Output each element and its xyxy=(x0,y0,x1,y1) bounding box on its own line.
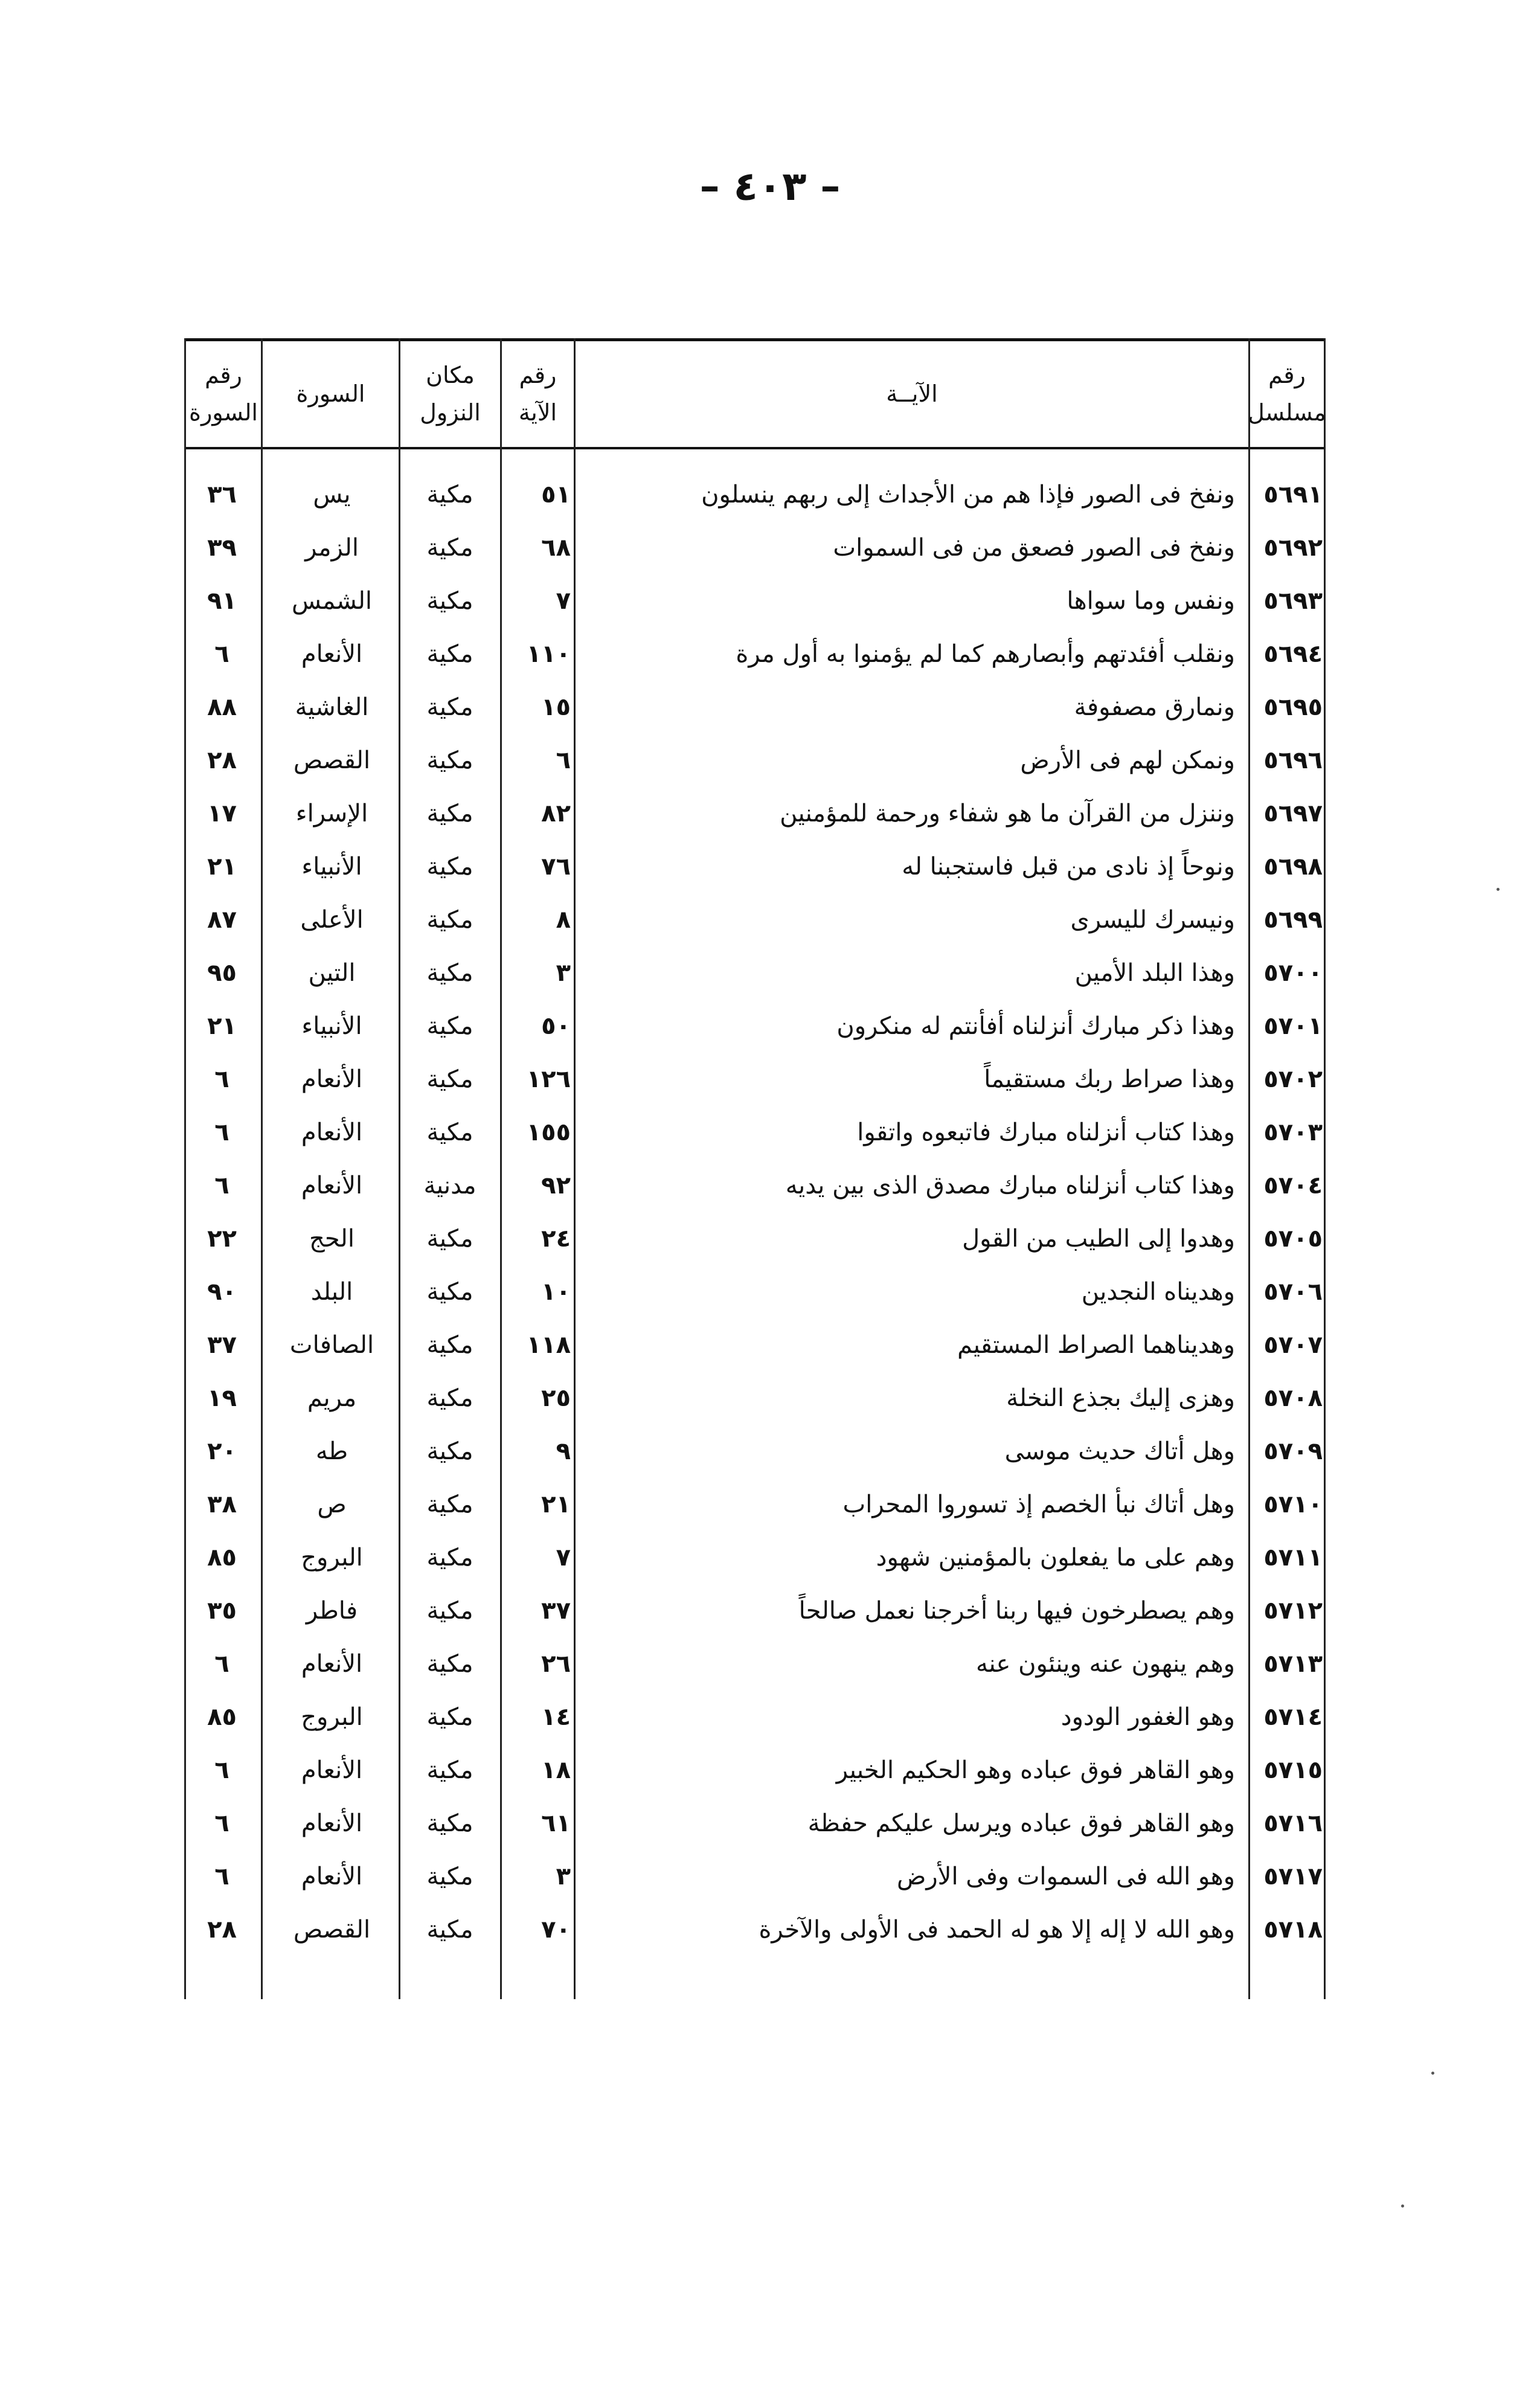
header-ayah-line1: رقم xyxy=(519,362,557,388)
header-serial-line2: مسلسل xyxy=(1248,399,1326,426)
row-verse: وهذا كتاب أنزلناه مبارك فاتبعوه واتقوا xyxy=(857,1119,1235,1146)
table-row xyxy=(184,1318,1326,1372)
row-serial: ٥٧١٠ xyxy=(1263,1491,1323,1518)
header-verse xyxy=(576,343,1248,445)
table-row xyxy=(184,1850,1326,1903)
row-place: مكية xyxy=(426,640,473,668)
row-serial: ٥٦٩٥ xyxy=(1263,693,1323,721)
table-row xyxy=(184,840,1326,893)
row-place: مكية xyxy=(426,534,473,562)
header-place-line2: النزول xyxy=(420,399,481,426)
row-verse: وهذا ذكر مبارك أنزلناه أفأنتم له منكرون xyxy=(836,1012,1235,1040)
row-sura: الغاشية xyxy=(295,693,369,721)
row-sura: الصافات xyxy=(289,1331,374,1359)
row-sura: الأعلى xyxy=(300,906,364,934)
row-place: مكية xyxy=(426,1544,473,1572)
row-sura-number: ٢٨ xyxy=(207,1916,237,1944)
row-serial: ٥٧١٢ xyxy=(1263,1597,1323,1625)
row-verse: ونفس وما سواها xyxy=(1067,587,1235,615)
row-sura: القصص xyxy=(293,747,371,774)
row-sura: مريم xyxy=(307,1384,357,1412)
row-sura-number: ١٧ xyxy=(207,800,237,827)
row-sura: الأنعام xyxy=(301,1810,363,1837)
row-sura: البروج xyxy=(301,1544,363,1572)
table-row xyxy=(184,1903,1326,1956)
row-sura-number: ٦ xyxy=(214,1065,229,1093)
row-verse: ونيسرك لليسرى xyxy=(1070,906,1235,934)
row-serial: ٥٧٠٨ xyxy=(1263,1384,1323,1412)
row-verse: وننزل من القرآن ما هو شفاء ورحمة للمؤمنين xyxy=(780,800,1235,827)
row-serial: ٥٧٠١ xyxy=(1263,1012,1323,1040)
row-verse: وهديناه النجدين xyxy=(1081,1278,1235,1306)
row-verse: وهو القاهر فوق عباده ويرسل عليكم حفظة xyxy=(807,1810,1235,1837)
row-sura-number: ٣٧ xyxy=(207,1331,237,1359)
table-row xyxy=(184,681,1326,734)
row-sura: القصص xyxy=(293,1916,371,1944)
row-sura-number: ٢٠ xyxy=(207,1437,237,1465)
row-ayah-number: ١٥ xyxy=(541,693,571,721)
row-ayah-number: ١٢٦ xyxy=(526,1065,571,1093)
row-serial: ٥٦٩٩ xyxy=(1263,906,1323,934)
table-row xyxy=(184,574,1326,628)
row-sura: البروج xyxy=(301,1703,363,1731)
row-sura-number: ٣٦ xyxy=(207,481,237,509)
table-row xyxy=(184,1744,1326,1797)
page-number: – ٤٠٣ – xyxy=(699,163,841,210)
row-verse: وهزى إليك بجذع النخلة xyxy=(1006,1384,1235,1412)
scan-speck xyxy=(1431,2072,1434,2075)
table-row xyxy=(184,1053,1326,1106)
row-sura: الأنعام xyxy=(301,1065,363,1093)
row-verse: وهم يصطرخون فيها ربنا أخرجنا نعمل صالحاً xyxy=(798,1597,1235,1625)
row-serial: ٥٦٩٢ xyxy=(1263,534,1323,562)
table-row xyxy=(184,1531,1326,1584)
row-sura-number: ٣٩ xyxy=(207,534,237,562)
table-row xyxy=(184,1372,1326,1425)
row-verse: ونمارق مصفوفة xyxy=(1074,693,1235,721)
row-sura-number: ٩١ xyxy=(207,587,237,615)
scan-speck xyxy=(1497,888,1500,891)
row-sura-number: ٦ xyxy=(214,1650,229,1678)
row-place: مكية xyxy=(426,587,473,615)
row-place: مكية xyxy=(426,800,473,827)
row-place: مكية xyxy=(426,1810,473,1837)
row-sura: الأنعام xyxy=(301,1650,363,1678)
row-ayah-number: ٧ xyxy=(556,1544,571,1572)
row-place: مكية xyxy=(426,693,473,721)
row-serial: ٥٧١٨ xyxy=(1263,1916,1323,1944)
row-serial: ٥٦٩٨ xyxy=(1263,853,1323,881)
row-sura-number: ٨٥ xyxy=(207,1703,237,1731)
table-row xyxy=(184,1159,1326,1212)
row-ayah-number: ١٨ xyxy=(541,1756,571,1784)
row-sura-number: ٨٧ xyxy=(207,906,237,934)
header-place-line1: مكان xyxy=(426,362,475,388)
row-place: مكية xyxy=(426,1065,473,1093)
row-ayah-number: ٣ xyxy=(556,959,571,987)
row-verse: وهذا كتاب أنزلناه مبارك مصدق الذى بين يديه xyxy=(785,1172,1235,1199)
row-ayah-number: ١٠ xyxy=(541,1278,571,1306)
row-ayah-number: ٧ xyxy=(556,587,571,615)
row-sura-number: ٦ xyxy=(214,1119,229,1146)
header-bottom-rule xyxy=(184,447,1326,449)
row-sura: الأنبياء xyxy=(301,1012,362,1040)
table-row xyxy=(184,1000,1326,1053)
row-sura-number: ٦ xyxy=(214,1756,229,1784)
row-ayah-number: ٩٢ xyxy=(541,1172,571,1199)
row-sura: الأنعام xyxy=(301,1756,363,1784)
row-serial: ٥٦٩١ xyxy=(1263,481,1323,509)
row-ayah-number: ٢٤ xyxy=(541,1225,571,1253)
row-sura-number: ١٩ xyxy=(207,1384,237,1412)
header-sura-no-line2: السورة xyxy=(189,399,258,426)
row-ayah-number: ١٤ xyxy=(541,1703,571,1731)
row-ayah-number: ٨٢ xyxy=(541,800,571,827)
row-sura-number: ٣٨ xyxy=(207,1491,237,1518)
row-place: مكية xyxy=(426,1437,473,1465)
row-place: مكية xyxy=(426,1863,473,1890)
row-serial: ٥٦٩٣ xyxy=(1263,587,1323,615)
row-sura: طه xyxy=(315,1437,348,1465)
row-sura: فاطر xyxy=(306,1597,358,1625)
row-sura: ص xyxy=(317,1491,347,1518)
row-place: مكية xyxy=(426,1225,473,1253)
row-serial: ٥٧٠٥ xyxy=(1263,1225,1323,1253)
row-place: مكية xyxy=(426,1756,473,1784)
table-row xyxy=(184,946,1326,1000)
header-ayah-number xyxy=(502,343,574,445)
row-ayah-number: ٥١ xyxy=(541,481,571,509)
table-row xyxy=(184,893,1326,946)
row-ayah-number: ٧٦ xyxy=(541,853,571,881)
row-verse: وهو الله لا إله إلا هو له الحمد فى الأولى والآخرة xyxy=(759,1916,1235,1944)
row-sura: الحج xyxy=(309,1225,355,1253)
row-sura-number: ٦ xyxy=(214,1810,229,1837)
row-serial: ٥٧١٤ xyxy=(1263,1703,1323,1731)
row-sura: الإسراء xyxy=(295,800,368,827)
row-sura-number: ٣٥ xyxy=(207,1597,237,1625)
header-serial-line1: رقم xyxy=(1268,362,1306,388)
table-row xyxy=(184,1797,1326,1850)
row-ayah-number: ٩ xyxy=(556,1437,571,1465)
row-verse: وهدوا إلى الطيب من القول xyxy=(962,1225,1235,1253)
row-ayah-number: ٦٨ xyxy=(541,534,571,562)
row-ayah-number: ٦ xyxy=(556,747,571,774)
row-serial: ٥٧٠٣ xyxy=(1263,1119,1323,1146)
row-verse: وهو القاهر فوق عباده وهو الحكيم الخبير xyxy=(836,1756,1235,1784)
row-sura-number: ٦ xyxy=(214,1172,229,1199)
row-serial: ٥٦٩٧ xyxy=(1263,800,1323,827)
row-sura-number: ٢٢ xyxy=(207,1225,237,1253)
row-serial: ٥٦٩٤ xyxy=(1263,640,1323,668)
row-place: مكية xyxy=(426,1331,473,1359)
row-ayah-number: ٣ xyxy=(556,1863,571,1890)
row-sura-number: ٢١ xyxy=(207,1012,237,1040)
row-serial: ٥٧٠٢ xyxy=(1263,1065,1323,1093)
header-sura-label: السورة xyxy=(296,381,365,407)
row-sura: الأنعام xyxy=(301,1172,363,1199)
row-verse: وهل أتاك حديث موسى xyxy=(1004,1437,1235,1465)
header-sura-no-line1: رقم xyxy=(205,362,242,388)
row-place: مكية xyxy=(426,1916,473,1944)
row-sura: الأنعام xyxy=(301,1119,363,1146)
row-ayah-number: ٨ xyxy=(556,906,571,934)
row-verse: وهديناهما الصراط المستقيم xyxy=(957,1331,1235,1359)
table-row xyxy=(184,787,1326,840)
row-verse: وهو الله فى السموات وفى الأرض xyxy=(896,1863,1235,1890)
row-ayah-number: ٦١ xyxy=(541,1810,571,1837)
row-verse: وهم على ما يفعلون بالمؤمنين شهود xyxy=(876,1544,1235,1572)
row-place: مكية xyxy=(426,1597,473,1625)
row-ayah-number: ٧٠ xyxy=(541,1916,571,1944)
row-place: مكية xyxy=(426,1650,473,1678)
row-place: مكية xyxy=(426,1491,473,1518)
row-sura-number: ٨٥ xyxy=(207,1544,237,1572)
row-place: مكية xyxy=(426,747,473,774)
header-sura-number xyxy=(186,343,261,445)
row-verse: وهل أتاك نبأ الخصم إذ تسوروا المحراب xyxy=(842,1491,1235,1518)
table-row xyxy=(184,1584,1326,1637)
row-ayah-number: ٢٥ xyxy=(541,1384,571,1412)
row-sura-number: ٦ xyxy=(214,1863,229,1890)
row-verse: ونفخ فى الصور فإذا هم من الأجداث إلى ربهم ينسلون xyxy=(701,481,1235,509)
table-row xyxy=(184,1265,1326,1318)
row-place: مكية xyxy=(426,1703,473,1731)
row-place: مكية xyxy=(426,1384,473,1412)
header-place xyxy=(400,343,500,445)
row-serial: ٥٧٠٦ xyxy=(1263,1278,1323,1306)
header-sura xyxy=(263,343,399,445)
row-ayah-number: ٥٠ xyxy=(541,1012,571,1040)
row-verse: ونوحاً إذ نادى من قبل فاستجبنا له xyxy=(902,853,1235,881)
row-serial: ٥٧١٧ xyxy=(1263,1863,1323,1890)
row-sura-number: ٦ xyxy=(214,640,229,668)
row-sura-number: ٢٨ xyxy=(207,747,237,774)
row-verse: ونفخ فى الصور فصعق من فى السموات xyxy=(833,534,1235,562)
row-place: مكية xyxy=(426,1012,473,1040)
row-sura: الشمس xyxy=(291,587,373,615)
table-row xyxy=(184,1637,1326,1691)
row-ayah-number: ٣٧ xyxy=(541,1597,571,1625)
row-verse: وهو الغفور الودود xyxy=(1060,1703,1235,1731)
row-ayah-number: ١١٠ xyxy=(526,640,571,668)
row-serial: ٥٧٠٧ xyxy=(1263,1331,1323,1359)
header-verse-label: الآيــة xyxy=(886,381,938,407)
row-serial: ٥٧١٥ xyxy=(1263,1756,1323,1784)
table-row xyxy=(184,1425,1326,1478)
table-row xyxy=(184,468,1326,521)
row-sura-number: ٨٨ xyxy=(207,693,237,721)
row-ayah-number: ١١٨ xyxy=(526,1331,571,1359)
header-ayah-line2: الآية xyxy=(518,399,557,426)
scan-speck xyxy=(1401,2205,1404,2208)
row-sura: التين xyxy=(308,959,356,987)
row-sura: الأنعام xyxy=(301,640,363,668)
row-sura-number: ٢١ xyxy=(207,853,237,881)
table-row xyxy=(184,521,1326,574)
row-place: مدنية xyxy=(423,1172,476,1199)
row-sura: الأنعام xyxy=(301,1863,363,1890)
row-place: مكية xyxy=(426,481,473,509)
row-sura: الزمر xyxy=(305,534,359,562)
row-sura-number: ٩٥ xyxy=(207,959,237,987)
table-row xyxy=(184,1106,1326,1159)
row-verse: ونمكن لهم فى الأرض xyxy=(1020,747,1235,774)
row-place: مكية xyxy=(426,1278,473,1306)
row-sura-number: ٩٠ xyxy=(207,1278,237,1306)
table-row xyxy=(184,1212,1326,1265)
row-place: مكية xyxy=(426,1119,473,1146)
table-row xyxy=(184,1478,1326,1531)
row-ayah-number: ١٥٥ xyxy=(526,1119,571,1146)
row-verse: وهذا صراط ربك مستقيماً xyxy=(984,1065,1235,1093)
row-serial: ٥٧١٣ xyxy=(1263,1650,1323,1678)
verse-index-table xyxy=(184,338,1326,1999)
row-serial: ٥٧٠٩ xyxy=(1263,1437,1323,1465)
row-serial: ٥٧١١ xyxy=(1263,1544,1323,1572)
row-place: مكية xyxy=(426,906,473,934)
row-serial: ٥٧٠٤ xyxy=(1263,1172,1323,1199)
row-sura: الأنبياء xyxy=(301,853,362,881)
table-top-rule xyxy=(184,338,1326,341)
row-verse: ونقلب أفئدتهم وأبصارهم كما لم يؤمنوا به أول مرة xyxy=(736,640,1235,668)
row-serial: ٥٧١٦ xyxy=(1263,1810,1323,1837)
row-verse: وهذا البلد الأمين xyxy=(1074,959,1235,987)
row-ayah-number: ٢١ xyxy=(541,1491,571,1518)
table-row xyxy=(184,734,1326,787)
header-serial xyxy=(1250,343,1324,445)
row-place: مكية xyxy=(426,853,473,881)
row-place: مكية xyxy=(426,959,473,987)
row-serial: ٥٧٠٠ xyxy=(1263,959,1323,987)
row-serial: ٥٦٩٦ xyxy=(1263,747,1323,774)
row-verse: وهم ينهون عنه وينئون عنه xyxy=(976,1650,1235,1678)
row-sura: البلد xyxy=(310,1278,353,1306)
table-row xyxy=(184,628,1326,681)
row-sura: يس xyxy=(313,481,351,509)
table-row xyxy=(184,1691,1326,1744)
row-ayah-number: ٢٦ xyxy=(541,1650,571,1678)
